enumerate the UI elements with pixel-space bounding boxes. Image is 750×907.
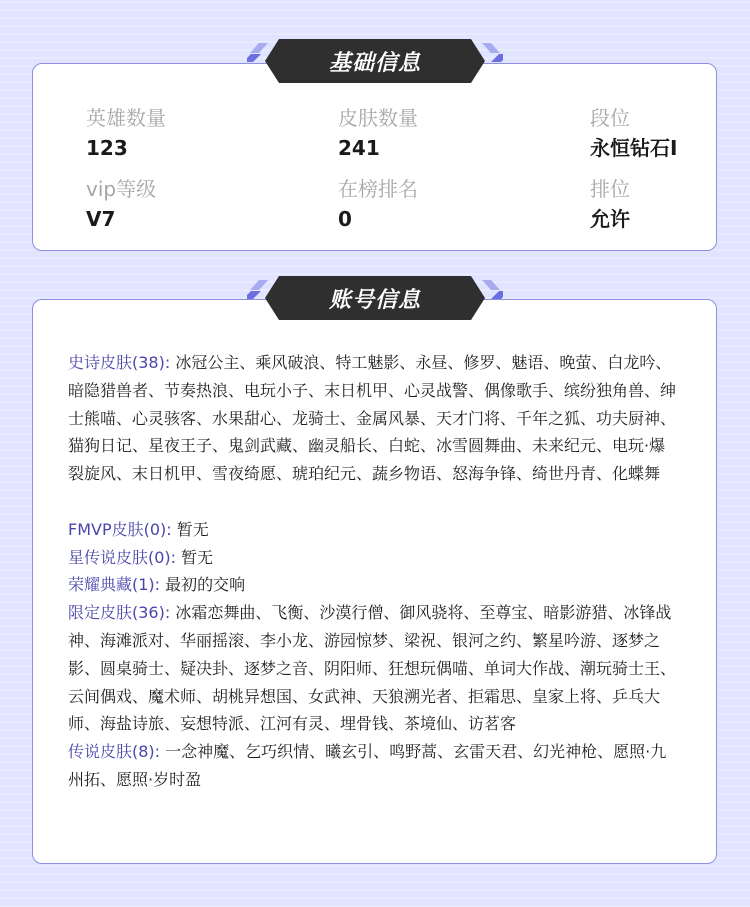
- epic-skins-line: [68, 349, 678, 488]
- vip-level-field: [86, 176, 156, 232]
- skin-count-value: 241: [338, 136, 380, 160]
- rank-tier-label: 段位: [590, 106, 630, 130]
- ranked-status-label: 排位: [590, 177, 630, 201]
- leaderboard-rank-field: [338, 176, 418, 232]
- account-info-title: 账号信息: [328, 287, 421, 313]
- vip-level-label: vip等级: [86, 177, 157, 201]
- star-legend-skins-items: 暂无: [181, 547, 214, 567]
- vip-level-value: V7: [86, 207, 116, 231]
- hero-count-field: [86, 105, 166, 161]
- fmvp-skins-label: FMVP皮肤(0):: [68, 519, 172, 539]
- skin-count-field: [338, 105, 418, 161]
- limited-skins-label: 限定皮肤(36):: [68, 603, 171, 623]
- leaderboard-rank-label: 在榜排名: [338, 177, 418, 201]
- legend-skins-line: [68, 738, 678, 794]
- skin-count-label: 皮肤数量: [338, 106, 418, 130]
- epic-skins-label: 史诗皮肤(38):: [68, 353, 171, 372]
- star-legend-skins-line: [68, 544, 678, 572]
- limited-skins-line: [68, 599, 678, 738]
- hero-count-value: 123: [86, 136, 128, 160]
- glory-collection-items: 最初的交响: [165, 575, 246, 595]
- glory-collection-label: 荣耀典藏(1):: [68, 575, 161, 595]
- ranked-status-field: [590, 176, 630, 232]
- leaderboard-rank-value: 0: [338, 207, 352, 231]
- star-legend-skins-label: 星传说皮肤(0):: [68, 547, 177, 567]
- hero-count-label: 英雄数量: [86, 106, 166, 130]
- basic-info-title: 基础信息: [328, 50, 421, 76]
- legend-skins-label: 传说皮肤(8):: [68, 742, 161, 762]
- legend-skins-items: 一念神魔、乞巧织情、曦玄引、鸣野蒿、玄雷天君、幻光神枪、愿照·九州拓、愿照·岁时盈: [68, 742, 667, 789]
- rank-tier-field: [590, 105, 677, 161]
- skin-list: [68, 349, 678, 794]
- rank-tier-value: 永恒钻石I: [590, 136, 678, 160]
- limited-skins-items: 冰霜恋舞曲、飞衡、沙漠行僧、御风骁将、至尊宝、暗影游猎、冰锋战神、海滩派对、华丽摇滚、李小龙、游园惊梦、梁祝、银河之约、繁星吟游、逐梦之影、圆桌骑士、疑决卦、逐梦之音、阴阳师、狂想玩偶喵、单词大作战、潮玩骑士王、云间偶戏、魔术师、胡桃异想国、女武神、天狼溯光者、拒霜思、皇家上将、乒乓大师、海盐诗旅、妄想特派、江河有灵、埋骨钱、茶境仙、访茗客: [68, 603, 677, 734]
- basic-info-banner: [247, 39, 503, 85]
- glory-collection-line: [68, 571, 678, 599]
- account-info-banner: [247, 276, 503, 322]
- fmvp-skins-items: 暂无: [176, 519, 209, 539]
- epic-skins-items: 冰冠公主、乘风破浪、特工魅影、永昼、修罗、魅语、晚萤、白龙吟、暗隐猎兽者、节奏热浪、电玩小子、末日机甲、心灵战警、偶像歌手、缤纷独角兽、绅士熊喵、心灵骇客、水果甜心、龙骑士、金属风暴、天才门将、千年之狐、功夫厨神、猫狗日记、星夜王子、鬼剑武藏、幽灵船长、白蛇、冰雪圆舞曲、未来纪元、电玩·爆裂旋风、末日机甲、雪夜绮愿、琥珀纪元、蔬乡物语、怒海争锋、绮世丹青、化蝶舞: [68, 353, 677, 484]
- ranked-status-value: 允许: [590, 207, 630, 231]
- fmvp-skins-line: [68, 516, 678, 544]
